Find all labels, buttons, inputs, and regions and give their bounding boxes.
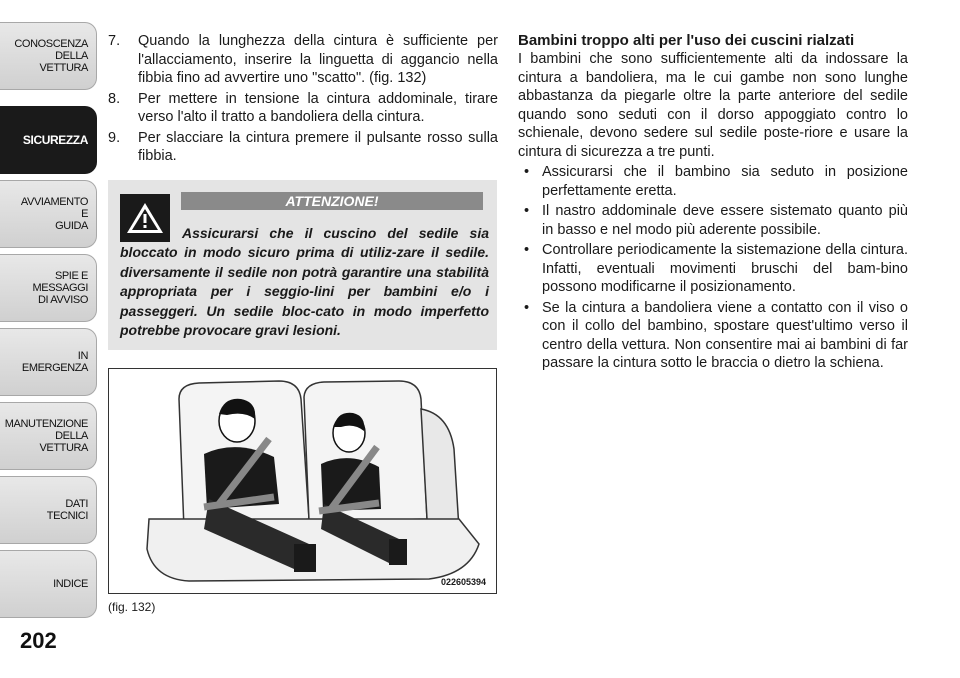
tab-label: SICUREZZA [22,133,88,147]
tab-label: DELLA [55,430,88,442]
tab-dati-tecnici[interactable] [0,476,97,544]
tab-label: EMERGENZA [21,362,88,374]
tab-label: IN [77,350,88,362]
tab-label: DI AVVISO [38,294,88,306]
tab-label: E [81,208,88,220]
list-item [518,202,908,239]
tab-label: TECNICI [46,510,88,522]
tab-label: MANUTENZIONE [4,418,88,430]
section-heading: Bambini troppo alti per l'uso dei cuscini rialzati [518,32,855,49]
list-item-text: Se la cintura a bandoliera viene a contatto con il viso o con il collo del bambino, spostare quest'ultimo verso il centro della vettura. Non consentire mai ai bambini di far passare la cintura sotto le braccia o dietro la schiena. [542,299,908,371]
bullet-icon: • [524,203,530,219]
warning-box [108,180,497,350]
tab-label: DATI [65,498,88,510]
figure-caption: (fig. 132) [108,599,156,614]
tab-label: MESSAGGI [32,282,88,294]
bullet-icon: • [524,242,530,258]
list-item-text: Controllare periodicamente la sistemazione della cintura. Infatti, eventuali movimenti bruschi del bam-bino possono modificarne il posizionamento. [542,242,908,295]
list-item-text: Il nastro addominale deve essere sistemato quanto più in basso e nel modo più aderente possibile. [542,203,908,238]
step-number: 8. [108,90,121,107]
tab-label: VETTURA [39,62,88,74]
page-number: 202 [20,628,57,653]
step-text: Per slacciare la cintura premere il pulsante rosso sulla fibbia. [138,129,498,164]
tab-sicurezza[interactable] [0,106,97,174]
step-text: Per mettere in tensione la cintura addominale, tirare verso l'alto il tratto a bandoliera della cintura. [138,90,498,125]
seat-illustration [109,369,496,593]
tab-in-emergenza[interactable] [0,328,97,396]
list-item-text: Assicurarsi che il bambino sia seduto in posizione perfettamente eretta. [542,164,908,199]
warning-text: Assicurarsi che il cuscino del sedile sia bloccato in modo sicuro prima di utiliz-zare il sedile. diversamente il sedile non potrà garantire una stabilità appropriata per i seggio-lini per bambini e/o i passeggeri. Un sedile bloc-cato in modo imperfetto potrebbe provocare gravi lesioni. [120,224,489,338]
step-text: Quando la lunghezza della cintura è sufficiente per l'allacciamento, inserire la linguetta di aggancio nella fibbia fino ad avvertire uno "scatto". (fig. 132) [138,33,498,86]
tab-indice[interactable] [0,550,97,618]
warning-triangle-icon [120,194,170,242]
step-item [108,32,498,88]
tab-label: DELLA [55,50,88,62]
bullet-icon: • [524,164,530,180]
right-column [518,32,908,373]
tab-label: AVVIAMENTO [20,196,88,208]
step-number: 9. [108,129,121,146]
tab-conoscenza-della-vettura[interactable] [0,22,97,90]
tab-label: INDICE [53,578,88,590]
list-item [518,163,908,200]
tab-label: SPIE E [54,270,88,282]
tab-label: VETTURA [39,442,88,454]
intro-paragraph: I bambini che sono sufficientemente alti da indossare la cintura a bandoliera, ma le cui gambe non sono lunghe abbastanza da piegarle oltre la parte anteriore del sedile quando sono seduti con il dorso appoggiato contro lo schienale, devono sedere sul sedile poste-riore e usare la cintura di sicurezza a tre punti. [518,51,908,160]
list-item [518,299,908,373]
step-item [108,90,498,127]
step-item [108,129,498,166]
list-item [518,241,908,297]
figure-child-seat-belt [108,368,497,594]
tab-label: GUIDA [55,220,88,232]
bullet-icon: • [524,299,530,316]
tab-avviamento-e-guida[interactable] [0,180,97,248]
figure-code: 022605394 [440,576,486,587]
step-number: 7. [108,33,121,49]
warning-title: ATTENZIONE! [181,192,483,210]
tab-label: CONOSCENZA [14,38,88,50]
tab-spie-e-messaggi[interactable] [0,254,97,322]
chapter-sidebar [0,0,103,678]
tab-manutenzione-della-vettura[interactable] [0,402,97,470]
left-column [108,32,498,614]
